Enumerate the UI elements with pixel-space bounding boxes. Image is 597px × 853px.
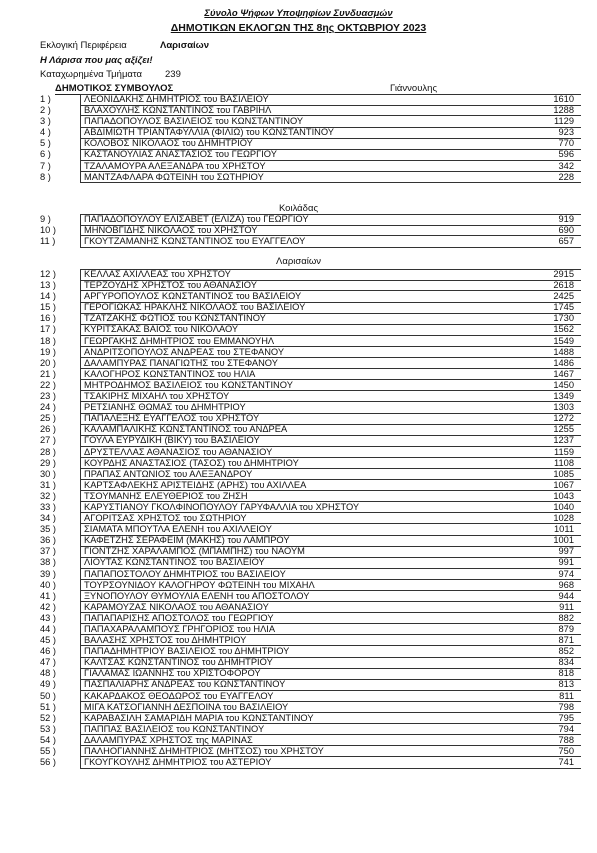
- row-number: 24 ): [40, 402, 57, 413]
- vote-count: 813: [558, 679, 574, 690]
- row-number: 14 ): [40, 291, 57, 302]
- vote-count: 882: [558, 612, 574, 623]
- vote-count: 2618: [553, 280, 574, 291]
- candidate-name: ΔΑΛΑΜΠΥΡΑΣ ΠΑΝΑΓΙΩΤΗΣ του ΣΤΕΦΑΝΟΥ: [84, 357, 278, 368]
- table-row: [40, 358, 580, 369]
- candidate-name: ΜΗΝΟΒΓΙΔΗΣ ΝΙΚΟΛΑΟΣ του ΧΡΗΣΤΟΥ: [84, 225, 258, 236]
- vote-count: 997: [558, 546, 574, 557]
- table-row: [40, 161, 580, 172]
- candidate-name: ΜΗΤΡΟΔΗΜΟΣ ΒΑΣΙΛΕΙΟΣ του ΚΩΝΣΤΑΝΤΙΝΟΥ: [84, 379, 293, 390]
- vote-count: 1040: [553, 501, 574, 512]
- table-row: [40, 746, 580, 757]
- vote-count: 794: [558, 723, 574, 734]
- table-row: [40, 424, 580, 435]
- table-row: [40, 313, 580, 324]
- vote-count: 1001: [553, 535, 574, 546]
- vote-count: 228: [558, 171, 574, 182]
- candidate-name: ΚΑΛΟΓΗΡΟΣ ΚΩΝΣΤΑΝΤΙΝΟΣ του ΗΛΙΑ: [84, 368, 256, 379]
- vote-count: 1159: [554, 446, 574, 457]
- row-number: 29 ): [40, 457, 57, 468]
- candidate-name: ΚΑΡΤΣΑΦΛΕΚΗΣ ΑΡΙΣΤΕΙΔΗΣ (ΑΡΗΣ) του ΑΧΙΛΛΕΑ: [84, 479, 307, 490]
- vote-count: 788: [558, 734, 574, 745]
- row-number: 34 ): [40, 513, 57, 524]
- table-row: [40, 225, 580, 236]
- vote-count: 342: [558, 160, 574, 171]
- row-number: 10 ): [40, 225, 57, 236]
- sections-value: 239: [165, 69, 181, 80]
- row-number: 11 ): [40, 236, 56, 247]
- candidate-name: ΠΑΠΑΔΗΜΗΤΡΙΟΥ ΒΑΣΙΛΕΙΟΣ του ΔΗΜΗΤΡΙΟΥ: [84, 646, 290, 657]
- group-name: Κοιλάδας: [278, 203, 319, 214]
- table-row: [40, 280, 580, 291]
- candidate-name: ΠΑΠΑΔΟΠΟΥΛΟΥ ΕΛΙΣΑΒΕΤ (ΕΛΙΖΑ) του ΓΕΩΡΓΙΟΥ: [84, 214, 309, 224]
- table-row: [40, 713, 580, 724]
- table-row: [40, 546, 580, 557]
- row-number: 28 ): [40, 446, 57, 457]
- vote-count: 1610: [553, 94, 574, 104]
- row-number: 2 ): [40, 105, 51, 116]
- table-row: [40, 602, 580, 613]
- row-number: 17 ): [40, 324, 57, 335]
- vote-count: 1486: [553, 357, 574, 368]
- vote-count: 852: [558, 646, 574, 657]
- candidate-name: ΜΙΓΑ ΚΑΤΣΟΓΙΑΝΝΗ ΔΕΣΠΟΙΝΑ του ΒΑΣΙΛΕΙΟΥ: [84, 701, 289, 712]
- table-row: [40, 336, 580, 347]
- row-number: 7 ): [40, 160, 51, 171]
- candidate-name: ΚΑΦΕΤΖΗΣ ΣΕΡΑΦΕΙΜ (ΜΑΚΗΣ) του ΛΑΜΠΡΟΥ: [84, 535, 290, 546]
- table-row: [40, 657, 580, 668]
- table-row: [40, 757, 580, 768]
- candidate-name: ΓΚΟΥΓΚΟΥΛΗΣ ΔΗΜΗΤΡΙΟΣ του ΑΣΤΕΡΙΟΥ: [84, 757, 272, 768]
- candidate-name: ΚΑΡΑΜΟΥΖΑΣ ΝΙΚΟΛΑΟΣ του ΑΘΑΝΑΣΙΟΥ: [84, 601, 269, 612]
- table-row: [40, 513, 580, 524]
- vote-count: 2915: [553, 269, 574, 279]
- row-number: 15 ): [40, 302, 57, 313]
- table-row: [40, 679, 580, 690]
- row-number: 39 ): [40, 568, 57, 579]
- vote-count: 923: [558, 127, 574, 138]
- group-name-first: Γιάννουλης: [390, 83, 438, 94]
- row-number: 27 ): [40, 435, 57, 446]
- row-number: 41 ): [40, 590, 57, 601]
- vote-count: 1730: [553, 313, 574, 324]
- row-number: 30 ): [40, 468, 57, 479]
- row-number: 37 ): [40, 546, 57, 557]
- candidate-name: ΒΛΑΧΟΥΛΗΣ ΚΩΝΣΤΑΝΤΙΝΟΣ του ΓΑΒΡΙΗΛ: [84, 105, 272, 116]
- candidate-name: ΛΕΟΝΙΔΑΚΗΣ ΔΗΜΗΤΡΙΟΣ του ΒΑΣΙΛΕΙΟΥ: [84, 94, 269, 104]
- vote-count: 1288: [553, 105, 574, 116]
- row-number: 52 ): [40, 712, 57, 723]
- row-number: 40 ): [40, 579, 57, 590]
- row-number: 18 ): [40, 335, 57, 346]
- row-number: 44 ): [40, 624, 57, 634]
- vote-count: 944: [558, 590, 574, 601]
- candidate-name: ΣΙΑΜΑΤΑ ΜΠΟΥΤΛΑ ΕΛΕΝΗ του ΑΧΙΛΛΕΙΟΥ: [84, 524, 272, 535]
- document-subtitle: Σύνολο Ψήφων Υποψηφίων Συνδυασμών: [204, 8, 393, 19]
- candidate-name: ΠΑΠΑΠΑΡΙΣΗΣ ΑΠΟΣΤΟΛΟΣ του ΓΕΩΡΓΙΟΥ: [84, 612, 274, 623]
- table-row: [40, 458, 580, 469]
- vote-count: 1549: [553, 335, 574, 346]
- candidate-name: ΜΑΝΤΖΑΦΛΑΡΑ ΦΩΤΕΙΝΗ του ΣΩΤΗΡΙΟΥ: [84, 171, 264, 182]
- table-row: [40, 127, 580, 138]
- vote-count: 1349: [553, 391, 574, 402]
- table-row: [40, 347, 580, 358]
- vote-count: 1488: [553, 346, 574, 357]
- table-row: [40, 94, 580, 105]
- group-name: Λαρισαίων: [276, 256, 321, 267]
- vote-count: 1562: [553, 324, 574, 335]
- table-row: [40, 491, 580, 502]
- table-row: [40, 214, 580, 225]
- vote-count: 991: [558, 557, 574, 568]
- candidate-column-header: ΔΗΜΟΤΙΚΟΣ ΣΥΜΒΟΥΛΟΣ: [55, 83, 174, 94]
- candidate-name: ΚΑΡΥΣΤΙΑΝΟΥ ΓΚΟΛΦΙΝΟΠΟΥΛΟΥ ΓΑΡΥΦΑΛΛΙΑ του ΧΡΗΣΤΟΥ: [84, 501, 360, 512]
- row-number: 21 ): [40, 368, 57, 379]
- vote-count: 818: [558, 668, 574, 679]
- row-number: 33 ): [40, 501, 57, 512]
- table-row: [40, 668, 580, 679]
- candidate-name: ΓΙΑΛΑΜΑΣ ΙΩΑΝΝΗΣ του ΧΡΙΣΤΟΦΟΡΟΥ: [84, 668, 261, 679]
- candidate-name: ΤΖΑΛΑΜΟΥΡΑ ΑΛΕΞΑΝΔΡΑ του ΧΡΗΣΤΟΥ: [84, 160, 266, 171]
- candidate-name: ΓΟΥΛΑ ΕΥΡΥΔΙΚΗ (ΒΙΚΥ) του ΒΑΣΙΛΕΙΟΥ: [84, 435, 260, 446]
- row-number: 49 ): [40, 679, 57, 690]
- table-row: [40, 402, 580, 413]
- region-value: Λαρισαίων: [160, 40, 209, 51]
- table-row: [40, 302, 580, 313]
- candidate-name: ΠΡΑΠΑΣ ΑΝΤΩΝΙΟΣ του ΑΛΕΞΑΝΔΡΟΥ: [84, 468, 253, 479]
- row-number: 35 ): [40, 524, 57, 535]
- row-number: 53 ): [40, 723, 57, 734]
- table-row: [40, 502, 580, 513]
- row-number: 12 ): [40, 269, 57, 279]
- vote-count: 750: [558, 746, 574, 757]
- vote-count: 968: [558, 579, 574, 590]
- candidate-name: ΓΚΟΥΤΖΑΜΑΝΗΣ ΚΩΝΣΤΑΝΤΙΝΟΣ του ΕΥΑΓΓΕΛΟΥ: [84, 236, 306, 247]
- row-number: 8 ): [40, 171, 51, 182]
- sections-label: Καταχωρημένα Τμήματα: [40, 69, 143, 80]
- row-number: 51 ): [40, 701, 57, 712]
- row-number: 47 ): [40, 657, 57, 668]
- vote-count: 1745: [553, 302, 574, 313]
- row-number: 13 ): [40, 280, 57, 291]
- vote-count: 1043: [553, 490, 574, 501]
- candidate-name: ΓΕΡΟΓΙΩΚΑΣ ΗΡΑΚΛΗΣ ΝΙΚΟΛΑΟΣ του ΒΑΣΙΛΕΙΟΥ: [84, 302, 306, 313]
- table-row: [40, 635, 580, 646]
- document-title: ΔΗΜΟΤΙΚΩΝ ΕΚΛΟΓΩΝ ΤΗΣ 8ης ΟΚΤΩΒΡΙΟΥ 2023: [170, 22, 427, 34]
- vote-count: 1450: [553, 379, 574, 390]
- vote-count: 1085: [553, 468, 574, 479]
- vote-count: 919: [558, 214, 574, 224]
- row-number: 5 ): [40, 138, 51, 149]
- row-number: 23 ): [40, 391, 57, 402]
- vote-count: 1467: [553, 368, 574, 379]
- row-number: 25 ): [40, 413, 57, 424]
- candidate-name: ΚΥΡΙΤΣΑΚΑΣ ΒΑΪΟΣ του ΝΙΚΟΛΑΟΥ: [84, 324, 239, 335]
- candidate-name: ΓΙΟΝΤΖΗΣ ΧΑΡΑΛΑΜΠΟΣ (ΜΠΑΜΠΗΣ) του ΝΑΟΥΜ: [84, 546, 305, 557]
- candidate-name: ΠΑΠΑΧΑΡΑΛΑΜΠΟΥΣ ΓΡΗΓΟΡΙΟΣ του ΗΛΙΑ: [84, 624, 276, 634]
- vote-count: 1303: [553, 402, 574, 413]
- table-row: [40, 646, 580, 657]
- vote-count: 1272: [553, 413, 574, 424]
- candidate-name: ΒΑΛΑΣΗΣ ΧΡΗΣΤΟΣ του ΔΗΜΗΤΡΙΟΥ: [84, 635, 247, 646]
- table-row: [40, 138, 580, 149]
- row-number: 9 ): [40, 214, 51, 224]
- vote-count: 798: [558, 701, 574, 712]
- candidate-name: ΚΑΛΑΜΠΑΛΙΚΗΣ ΚΩΝΣΤΑΝΤΙΝΟΣ του ΑΝΔΡΕΑ: [84, 424, 288, 435]
- candidate-name: ΚΑΚΑΡΔΑΚΟΣ ΘΕΟΔΩΡΟΣ του ΕΥΑΓΓΕΛΟΥ: [84, 690, 274, 701]
- candidate-name: ΠΑΠΑΔΟΠΟΥΛΟΣ ΒΑΣΙΛΕΙΟΣ του ΚΩΝΣΤΑΝΤΙΝΟΥ: [84, 116, 304, 127]
- candidate-name: ΑΓΟΡΙΤΣΑΣ ΧΡΗΣΤΟΣ του ΣΩΤΗΡΙΟΥ: [84, 513, 247, 524]
- candidate-name: ΠΑΠΑΠΟΣΤΟΛΟΥ ΔΗΜΗΤΡΙΟΣ του ΒΑΣΙΛΕΙΟΥ: [84, 568, 286, 579]
- candidate-name: ΞΥΝΟΠΟΥΛΟΥ ΘΥΜΟΥΛΙΑ ΕΛΕΝΗ του ΑΠΟΣΤΟΛΟΥ: [84, 590, 310, 601]
- candidate-name: ΤΣΑΚΙΡΗΣ ΜΙΧΑΗΛ του ΧΡΗΣΤΟΥ: [84, 391, 230, 402]
- candidate-list: [40, 94, 580, 183]
- column-header: [40, 83, 580, 94]
- table-row: [40, 116, 580, 127]
- table-row: [40, 172, 580, 183]
- row-number: 38 ): [40, 557, 57, 568]
- vote-count: 879: [558, 624, 574, 634]
- row-number: 43 ): [40, 612, 57, 623]
- candidate-name: ΠΑΛΗΟΓΙΑΝΝΗΣ ΔΗΜΗΤΡΙΟΣ (ΜΗΤΣΟΣ) του ΧΡΗΣΤΟΥ: [84, 746, 324, 757]
- row-number: 32 ): [40, 490, 57, 501]
- table-row: [40, 324, 580, 335]
- row-number: 42 ): [40, 601, 57, 612]
- table-row: [40, 369, 580, 380]
- vote-count: 834: [558, 657, 574, 668]
- row-number: 26 ): [40, 424, 57, 435]
- table-row: [40, 535, 580, 546]
- row-number: 55 ): [40, 746, 57, 757]
- candidate-name: ΤΟΥΡΣΟΥΝΙΔΟΥ ΚΑΛΟΓΗΡΟΥ ΦΩΤΕΙΝΗ του ΜΙΧΑΗΛ: [84, 579, 315, 590]
- party-name: Η Λάρισα που μας αξίζει!: [40, 55, 153, 66]
- vote-count: 871: [558, 635, 574, 646]
- table-row: [40, 580, 580, 591]
- table-row: [40, 613, 580, 624]
- table-row: [40, 269, 580, 280]
- vote-count: 974: [558, 568, 574, 579]
- vote-count: 1011: [554, 524, 574, 535]
- candidate-name: ΚΟΛΟΒΟΣ ΝΙΚΟΛΑΟΣ του ΔΗΜΗΤΡΙΟΥ: [84, 138, 253, 149]
- candidate-name: ΡΕΤΣΙΑΝΗΣ ΘΩΜΑΣ του ΔΗΜΗΤΡΙΟΥ: [84, 402, 246, 413]
- vote-count: 1255: [553, 424, 574, 435]
- row-number: 20 ): [40, 357, 57, 368]
- candidate-name: ΤΖΑΤΖΑΚΗΣ ΦΩΤΙΟΣ του ΚΩΝΣΤΑΝΤΙΝΟΥ: [84, 313, 266, 324]
- candidate-list: [40, 214, 580, 247]
- table-row: [40, 480, 580, 491]
- table-row: [40, 524, 580, 535]
- candidate-name: ΑΝΔΡΙΤΣΟΠΟΥΛΟΣ ΑΝΔΡΕΑΣ του ΣΤΕΦΑΝΟΥ: [84, 346, 285, 357]
- row-number: 4 ): [40, 127, 51, 138]
- vote-count: 911: [559, 601, 574, 612]
- vote-count: 1067: [553, 479, 574, 490]
- candidate-name: ΓΕΩΡΓΑΚΗΣ ΔΗΜΗΤΡΙΟΣ του ΕΜΜΑΝΟΥΗΛ: [84, 335, 275, 346]
- row-number: 56 ): [40, 757, 57, 768]
- table-row: [40, 569, 580, 580]
- vote-count: 811: [559, 690, 574, 701]
- candidate-name: ΑΡΓΥΡΟΠΟΥΛΟΣ ΚΩΝΣΤΑΝΤΙΝΟΣ του ΒΑΣΙΛΕΙΟΥ: [84, 291, 302, 302]
- candidate-name: ΚΑΛΤΣΑΣ ΚΩΝΣΤΑΝΤΙΝΟΣ του ΔΗΜΗΤΡΙΟΥ: [84, 657, 273, 668]
- table-row: [40, 380, 580, 391]
- table-row: [40, 435, 580, 446]
- table-row: [40, 149, 580, 160]
- candidate-name: ΠΑΠΑΛΕΞΗΣ ΕΥΑΓΓΕΛΟΣ του ΧΡΗΣΤΟΥ: [84, 413, 260, 424]
- candidate-name: ΛΙΟΥΤΑΣ ΚΩΝΣΤΑΝΤΙΝΟΣ του ΒΑΣΙΛΕΙΟΥ: [84, 557, 265, 568]
- table-row: [40, 391, 580, 402]
- candidate-name: ΔΡΥΣΤΕΛΛΑΣ ΑΘΑΝΑΣΙΟΣ του ΑΘΑΝΑΣΙΟΥ: [84, 446, 273, 457]
- row-number: 36 ): [40, 535, 57, 546]
- candidate-list: [40, 269, 580, 768]
- table-row: [40, 702, 580, 713]
- table-row: [40, 447, 580, 458]
- vote-count: 596: [558, 149, 574, 160]
- candidate-name: ΔΑΛΑΜΠΥΡΑΣ ΧΡΗΣΤΟΣ της ΜΑΡΙΝΑΣ: [84, 734, 253, 745]
- table-row: [40, 557, 580, 568]
- table-row: [40, 724, 580, 735]
- table-row: [40, 591, 580, 602]
- row-number: 22 ): [40, 379, 57, 390]
- table-row: [40, 735, 580, 746]
- vote-count: 770: [558, 138, 574, 149]
- vote-count: 657: [558, 236, 574, 247]
- table-row: [40, 291, 580, 302]
- row-number: 1 ): [40, 94, 51, 104]
- row-number: 45 ): [40, 635, 57, 646]
- vote-count: 795: [558, 712, 574, 723]
- vote-count: 1028: [553, 513, 574, 524]
- candidate-name: ΚΟΥΡΔΗΣ ΑΝΑΣΤΑΣΙΟΣ (ΤΑΣΟΣ) του ΔΗΜΗΤΡΙΟΥ: [84, 457, 299, 468]
- vote-count: 1108: [554, 457, 574, 468]
- table-row: [40, 413, 580, 424]
- table-row: [40, 469, 580, 480]
- row-number: 50 ): [40, 690, 57, 701]
- row-number: 6 ): [40, 149, 51, 160]
- table-row: [40, 105, 580, 116]
- candidate-name: ΚΑΡΑΒΑΣΙΛΗ ΣΑΜΑΡΙΔΗ ΜΑΡΙΑ του ΚΩΝΣΤΑΝΤΙΝΟΥ: [84, 712, 314, 723]
- candidate-name: ΠΑΠΠΑΣ ΒΑΣΙΛΕΙΟΣ του ΚΩΝΣΤΑΝΤΙΝΟΥ: [84, 723, 265, 734]
- candidate-name: ΚΑΣΤΑΝΟΥΛΙΑΣ ΑΝΑΣΤΑΣΙΟΣ του ΓΕΩΡΓΙΟΥ: [84, 149, 277, 160]
- candidate-name: ΚΕΛΛΑΣ ΑΧΙΛΛΕΑΣ του ΧΡΗΣΤΟΥ: [84, 269, 231, 279]
- candidate-name: ΤΕΡΖΟΥΔΗΣ ΧΡΗΣΤΟΣ του ΑΘΑΝΑΣΙΟΥ: [84, 280, 257, 291]
- candidate-name: ΑΒΔΙΜΙΩΤΗ ΤΡΙΑΝΤΑΦΥΛΛΙΑ (ΦΙΛΙΩ) του ΚΩΝΣΤΑΝΤΙΝΟΥ: [84, 127, 335, 138]
- vote-count: 2425: [553, 291, 574, 302]
- table-row: [40, 624, 580, 635]
- row-number: 48 ): [40, 668, 57, 679]
- candidate-name: ΠΑΣΠΑΛΙΑΡΗΣ ΑΝΔΡΕΑΣ του ΚΩΝΣΤΑΝΤΙΝΟΥ: [84, 679, 286, 690]
- row-number: 19 ): [40, 346, 57, 357]
- row-number: 54 ): [40, 734, 57, 745]
- vote-count: 1237: [553, 435, 574, 446]
- candidate-name: ΤΣΟΥΜΑΝΗΣ ΕΛΕΥΘΕΡΙΟΣ του ΖΗΣΗ: [84, 490, 248, 501]
- table-row: [40, 691, 580, 702]
- row-number: 16 ): [40, 313, 57, 324]
- row-number: 46 ): [40, 646, 57, 657]
- table-row: [40, 236, 580, 247]
- row-number: 31 ): [40, 479, 57, 490]
- row-number: 3 ): [40, 116, 51, 127]
- vote-count: 690: [558, 225, 574, 236]
- vote-count: 741: [558, 757, 574, 768]
- region-label: Εκλογική Περιφέρεια: [40, 40, 127, 51]
- vote-count: 1129: [554, 116, 574, 127]
